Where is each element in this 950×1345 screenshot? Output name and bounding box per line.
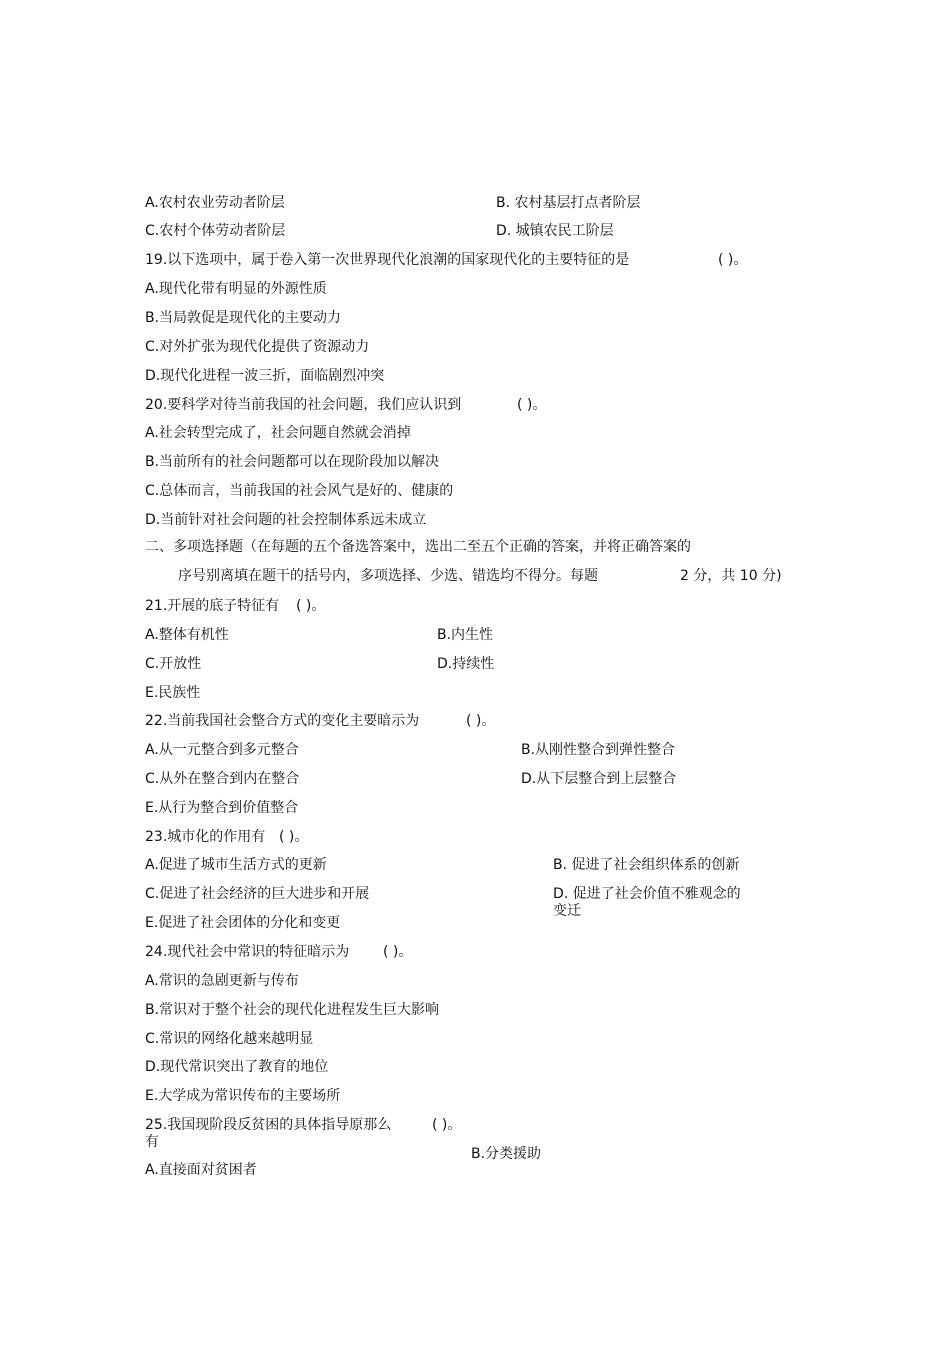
q19-answer-blank: ( )。 xyxy=(718,252,748,268)
q21-option-e: E.民族性 xyxy=(145,685,201,701)
q21-option-a: A.整体有机性 xyxy=(145,627,229,643)
q24-option-e: E.大学成为常识传布的主要场所 xyxy=(145,1088,341,1104)
q23-option-b: B. 促进了社会组织体系的创新 xyxy=(553,857,740,873)
q24-stem: 24.现代社会中常识的特征暗示为 xyxy=(145,944,350,960)
q22-stem: 22.当前我国社会整合方式的变化主要暗示为 xyxy=(145,713,420,729)
section-heading-line2: 序号别离填在题干的括号内，多项选择、少选、错选均不得分。每题 xyxy=(178,568,598,584)
q22-option-a: A.从一元整合到多元整合 xyxy=(145,742,299,758)
section-heading-line1: 二、多项选择题（在每题的五个备选答案中，选出二至五个正确的答案，并将正确答案的 xyxy=(145,539,691,555)
q23-option-a: A.促进了城市生活方式的更新 xyxy=(145,857,327,873)
q18-option-a: A.农村农业劳动者阶层 xyxy=(145,195,285,211)
q23-option-d-line1: D. 促进了社会价值不雅观念的 xyxy=(553,886,741,902)
q19-option-b: B.当局敦促是现代化的主要动力 xyxy=(145,310,342,326)
q20-option-d: D.当前针对社会问题的社会控制体系远未成立 xyxy=(145,512,427,528)
q20-option-b: B.当前所有的社会问题都可以在现阶段加以解决 xyxy=(145,454,440,470)
q19-option-c: C.对外扩张为现代化提供了资源动力 xyxy=(145,339,370,355)
q22-option-d: D.从下层整合到上层整合 xyxy=(521,771,677,787)
q19-option-a: A.现代化带有明显的外源性质 xyxy=(145,281,327,297)
q20-option-c: C.总体而言，当前我国的社会风气是好的、健康的 xyxy=(145,483,454,499)
q21-option-d: D.持续性 xyxy=(437,656,495,672)
section-heading-score: 2 分，共 10 分) xyxy=(680,568,782,584)
q25-stem-line2: 有 xyxy=(145,1134,159,1150)
q24-option-a: A.常识的急剧更新与传布 xyxy=(145,973,299,989)
q25-option-b: B.分类援助 xyxy=(471,1146,542,1162)
q23-option-c: C.促进了社会经济的巨大进步和开展 xyxy=(145,886,370,902)
q24-option-d: D.现代常识突出了教育的地位 xyxy=(145,1059,329,1075)
q20-stem: 20.要科学对待当前我国的社会问题，我们应认识到 xyxy=(145,397,462,413)
q22-option-b: B.从刚性整合到弹性整合 xyxy=(521,742,676,758)
q23-answer-blank: ( )。 xyxy=(279,829,309,845)
q18-option-c: C.农村个体劳动者阶层 xyxy=(145,223,286,239)
q22-option-c: C.从外在整合到内在整合 xyxy=(145,771,300,787)
q22-option-e: E.从行为整合到价值整合 xyxy=(145,800,299,816)
q23-stem: 23.城市化的作用有 xyxy=(145,829,266,845)
q21-option-b: B.内生性 xyxy=(437,627,494,643)
q24-option-b: B.常识对于整个社会的现代化进程发生巨大影响 xyxy=(145,1002,440,1018)
q19-option-d: D.现代化进程一波三折，面临剧烈冲突 xyxy=(145,368,385,384)
q21-stem: 21.开展的底子特征有 xyxy=(145,598,280,614)
q24-option-c: C.常识的网络化越来越明显 xyxy=(145,1031,314,1047)
q23-option-e: E.促进了社会团体的分化和变更 xyxy=(145,915,341,931)
q21-option-c: C.开放性 xyxy=(145,656,202,672)
q25-option-a: A.直接面对贫困者 xyxy=(145,1162,257,1178)
q18-option-b: B. 农村基层打点者阶层 xyxy=(496,195,641,211)
q25-answer-blank: ( )。 xyxy=(432,1117,462,1133)
q19-stem: 19.以下选项中，属于卷入第一次世界现代化浪潮的国家现代化的主要特征的是 xyxy=(145,252,630,268)
q20-answer-blank: ( )。 xyxy=(517,397,547,413)
q23-option-d-line2: 变迁 xyxy=(553,903,581,919)
q20-option-a: A.社会转型完成了，社会问题自然就会消掉 xyxy=(145,425,411,441)
q21-answer-blank: ( )。 xyxy=(296,598,326,614)
q22-answer-blank: ( )。 xyxy=(466,713,496,729)
q25-stem-line1: 25.我国现阶段反贫困的具体指导原那么 xyxy=(145,1117,392,1133)
q24-answer-blank: ( )。 xyxy=(383,944,413,960)
q18-option-d: D. 城镇农民工阶层 xyxy=(496,223,614,239)
